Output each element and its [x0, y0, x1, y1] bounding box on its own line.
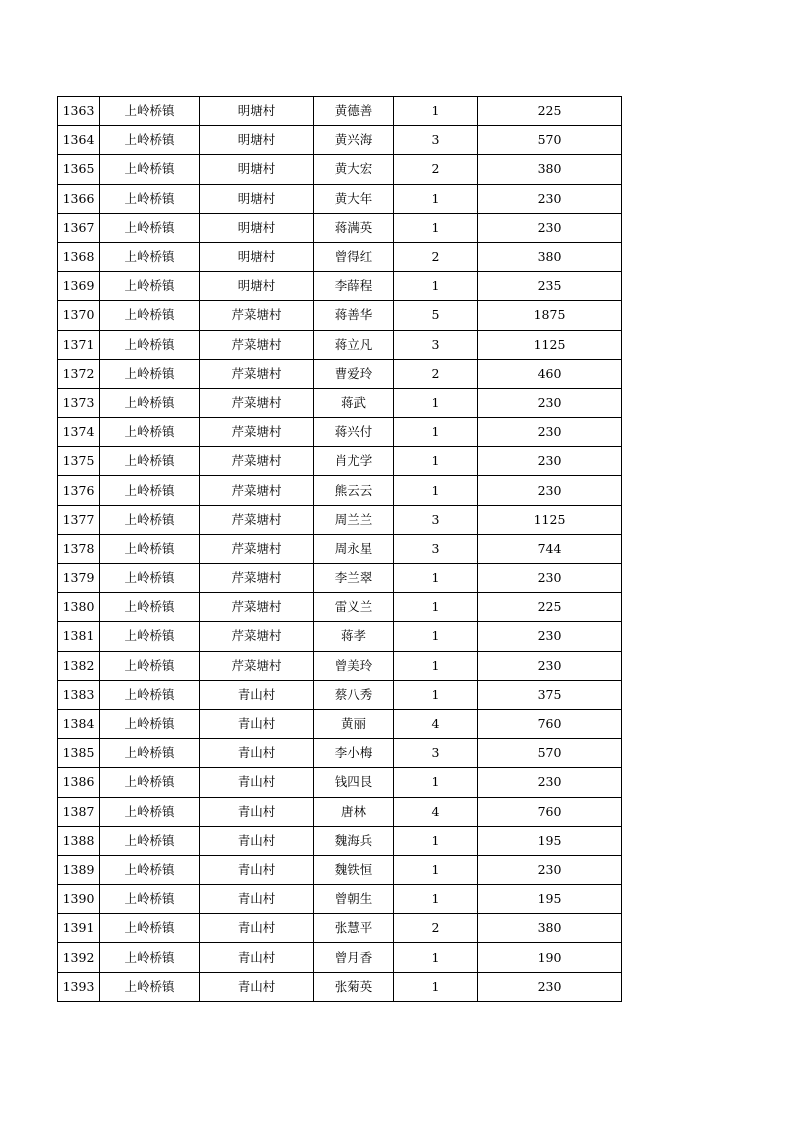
village-cell: 青山村 — [200, 797, 314, 826]
name-cell: 魏铁恒 — [314, 855, 394, 884]
name-cell: 蒋武 — [314, 388, 394, 417]
town-cell: 上岭桥镇 — [100, 184, 200, 213]
amount-cell: 230 — [478, 476, 622, 505]
name-cell: 黄丽 — [314, 709, 394, 738]
amount-cell: 195 — [478, 885, 622, 914]
town-cell: 上岭桥镇 — [100, 564, 200, 593]
table-row — [58, 505, 622, 534]
name-cell: 周兰兰 — [314, 505, 394, 534]
table-row — [58, 534, 622, 563]
village-cell: 明塘村 — [200, 155, 314, 184]
serial-number-cell: 1388 — [58, 826, 100, 855]
town-cell: 上岭桥镇 — [100, 476, 200, 505]
serial-number-cell: 1366 — [58, 184, 100, 213]
amount-cell: 230 — [478, 418, 622, 447]
serial-number-cell: 1383 — [58, 680, 100, 709]
town-cell: 上岭桥镇 — [100, 943, 200, 972]
amount-cell: 230 — [478, 213, 622, 242]
town-cell: 上岭桥镇 — [100, 593, 200, 622]
roster-table-body — [58, 97, 622, 1002]
name-cell: 李小梅 — [314, 739, 394, 768]
name-cell: 张慧平 — [314, 914, 394, 943]
serial-number-cell: 1373 — [58, 388, 100, 417]
name-cell: 黄大年 — [314, 184, 394, 213]
town-cell: 上岭桥镇 — [100, 97, 200, 126]
table-row — [58, 126, 622, 155]
village-cell: 明塘村 — [200, 242, 314, 271]
table-row — [58, 651, 622, 680]
serial-number-cell: 1375 — [58, 447, 100, 476]
serial-number-cell: 1378 — [58, 534, 100, 563]
table-row — [58, 914, 622, 943]
town-cell: 上岭桥镇 — [100, 826, 200, 855]
village-cell: 青山村 — [200, 855, 314, 884]
name-cell: 周永星 — [314, 534, 394, 563]
amount-cell: 230 — [478, 768, 622, 797]
amount-cell: 760 — [478, 709, 622, 738]
village-cell: 芹菜塘村 — [200, 418, 314, 447]
household-count-cell: 1 — [394, 622, 478, 651]
table-row — [58, 447, 622, 476]
village-cell: 明塘村 — [200, 213, 314, 242]
serial-number-cell: 1390 — [58, 885, 100, 914]
name-cell: 李薛程 — [314, 272, 394, 301]
table-row — [58, 330, 622, 359]
household-count-cell: 2 — [394, 914, 478, 943]
table-row — [58, 972, 622, 1001]
table-row — [58, 885, 622, 914]
name-cell: 蒋立凡 — [314, 330, 394, 359]
amount-cell: 1125 — [478, 505, 622, 534]
name-cell: 魏海兵 — [314, 826, 394, 855]
amount-cell: 230 — [478, 447, 622, 476]
town-cell: 上岭桥镇 — [100, 622, 200, 651]
household-count-cell: 1 — [394, 388, 478, 417]
household-count-cell: 3 — [394, 126, 478, 155]
amount-cell: 460 — [478, 359, 622, 388]
town-cell: 上岭桥镇 — [100, 330, 200, 359]
household-count-cell: 1 — [394, 272, 478, 301]
serial-number-cell: 1374 — [58, 418, 100, 447]
town-cell: 上岭桥镇 — [100, 739, 200, 768]
town-cell: 上岭桥镇 — [100, 505, 200, 534]
table-row — [58, 418, 622, 447]
town-cell: 上岭桥镇 — [100, 709, 200, 738]
village-cell: 芹菜塘村 — [200, 301, 314, 330]
name-cell: 熊云云 — [314, 476, 394, 505]
amount-cell: 230 — [478, 388, 622, 417]
name-cell: 肖尤学 — [314, 447, 394, 476]
household-count-cell: 1 — [394, 97, 478, 126]
serial-number-cell: 1384 — [58, 709, 100, 738]
village-cell: 青山村 — [200, 885, 314, 914]
serial-number-cell: 1365 — [58, 155, 100, 184]
serial-number-cell: 1367 — [58, 213, 100, 242]
amount-cell: 380 — [478, 155, 622, 184]
amount-cell: 1125 — [478, 330, 622, 359]
table-row — [58, 855, 622, 884]
town-cell: 上岭桥镇 — [100, 155, 200, 184]
table-row — [58, 272, 622, 301]
name-cell: 曾月香 — [314, 943, 394, 972]
village-cell: 芹菜塘村 — [200, 534, 314, 563]
household-count-cell: 1 — [394, 972, 478, 1001]
name-cell: 曾美玲 — [314, 651, 394, 680]
table-row — [58, 593, 622, 622]
serial-number-cell: 1392 — [58, 943, 100, 972]
amount-cell: 570 — [478, 126, 622, 155]
household-count-cell: 1 — [394, 213, 478, 242]
household-count-cell: 1 — [394, 564, 478, 593]
town-cell: 上岭桥镇 — [100, 213, 200, 242]
table-row — [58, 943, 622, 972]
name-cell: 黄兴海 — [314, 126, 394, 155]
town-cell: 上岭桥镇 — [100, 680, 200, 709]
village-cell: 芹菜塘村 — [200, 447, 314, 476]
table-row — [58, 680, 622, 709]
name-cell: 黄德善 — [314, 97, 394, 126]
amount-cell: 1875 — [478, 301, 622, 330]
household-count-cell: 3 — [394, 505, 478, 534]
town-cell: 上岭桥镇 — [100, 242, 200, 271]
village-cell: 明塘村 — [200, 272, 314, 301]
village-cell: 芹菜塘村 — [200, 564, 314, 593]
amount-cell: 744 — [478, 534, 622, 563]
amount-cell: 760 — [478, 797, 622, 826]
table-row — [58, 768, 622, 797]
table-row — [58, 359, 622, 388]
name-cell: 黄大宏 — [314, 155, 394, 184]
table-row — [58, 564, 622, 593]
amount-cell: 225 — [478, 593, 622, 622]
name-cell: 曹爱玲 — [314, 359, 394, 388]
village-cell: 青山村 — [200, 914, 314, 943]
amount-cell: 375 — [478, 680, 622, 709]
serial-number-cell: 1387 — [58, 797, 100, 826]
name-cell: 张菊英 — [314, 972, 394, 1001]
town-cell: 上岭桥镇 — [100, 272, 200, 301]
amount-cell: 190 — [478, 943, 622, 972]
household-count-cell: 2 — [394, 242, 478, 271]
table-row — [58, 301, 622, 330]
village-cell: 青山村 — [200, 943, 314, 972]
household-count-cell: 1 — [394, 680, 478, 709]
amount-cell: 230 — [478, 622, 622, 651]
village-cell: 芹菜塘村 — [200, 359, 314, 388]
serial-number-cell: 1389 — [58, 855, 100, 884]
household-count-cell: 4 — [394, 709, 478, 738]
table-row — [58, 826, 622, 855]
household-count-cell: 1 — [394, 447, 478, 476]
serial-number-cell: 1381 — [58, 622, 100, 651]
table-row — [58, 739, 622, 768]
name-cell: 蒋满英 — [314, 213, 394, 242]
household-count-cell: 3 — [394, 330, 478, 359]
amount-cell: 230 — [478, 184, 622, 213]
amount-cell: 230 — [478, 972, 622, 1001]
household-count-cell: 1 — [394, 184, 478, 213]
household-count-cell: 1 — [394, 943, 478, 972]
serial-number-cell: 1372 — [58, 359, 100, 388]
amount-cell: 235 — [478, 272, 622, 301]
village-cell: 青山村 — [200, 739, 314, 768]
village-cell: 芹菜塘村 — [200, 388, 314, 417]
household-count-cell: 1 — [394, 885, 478, 914]
town-cell: 上岭桥镇 — [100, 301, 200, 330]
village-cell: 芹菜塘村 — [200, 622, 314, 651]
roster-table — [57, 96, 622, 1002]
name-cell: 蒋兴付 — [314, 418, 394, 447]
table-row — [58, 242, 622, 271]
household-count-cell: 1 — [394, 768, 478, 797]
household-count-cell: 4 — [394, 797, 478, 826]
table-row — [58, 709, 622, 738]
amount-cell: 230 — [478, 855, 622, 884]
serial-number-cell: 1371 — [58, 330, 100, 359]
town-cell: 上岭桥镇 — [100, 651, 200, 680]
town-cell: 上岭桥镇 — [100, 797, 200, 826]
name-cell: 钱四艮 — [314, 768, 394, 797]
name-cell: 唐林 — [314, 797, 394, 826]
name-cell: 曾朝生 — [314, 885, 394, 914]
serial-number-cell: 1393 — [58, 972, 100, 1001]
table-row — [58, 476, 622, 505]
table-row — [58, 184, 622, 213]
serial-number-cell: 1391 — [58, 914, 100, 943]
household-count-cell: 1 — [394, 826, 478, 855]
amount-cell: 380 — [478, 242, 622, 271]
table-row — [58, 622, 622, 651]
village-cell: 青山村 — [200, 826, 314, 855]
town-cell: 上岭桥镇 — [100, 388, 200, 417]
name-cell: 雷义兰 — [314, 593, 394, 622]
serial-number-cell: 1369 — [58, 272, 100, 301]
serial-number-cell: 1364 — [58, 126, 100, 155]
town-cell: 上岭桥镇 — [100, 914, 200, 943]
village-cell: 明塘村 — [200, 126, 314, 155]
name-cell: 蒋孝 — [314, 622, 394, 651]
name-cell: 蒋善华 — [314, 301, 394, 330]
table-row — [58, 213, 622, 242]
town-cell: 上岭桥镇 — [100, 447, 200, 476]
household-count-cell: 1 — [394, 855, 478, 884]
serial-number-cell: 1377 — [58, 505, 100, 534]
household-count-cell: 2 — [394, 359, 478, 388]
serial-number-cell: 1379 — [58, 564, 100, 593]
serial-number-cell: 1370 — [58, 301, 100, 330]
serial-number-cell: 1382 — [58, 651, 100, 680]
town-cell: 上岭桥镇 — [100, 768, 200, 797]
town-cell: 上岭桥镇 — [100, 972, 200, 1001]
name-cell: 蔡八秀 — [314, 680, 394, 709]
town-cell: 上岭桥镇 — [100, 855, 200, 884]
amount-cell: 195 — [478, 826, 622, 855]
table-row — [58, 797, 622, 826]
village-cell: 青山村 — [200, 709, 314, 738]
household-count-cell: 1 — [394, 593, 478, 622]
village-cell: 青山村 — [200, 972, 314, 1001]
table-row — [58, 388, 622, 417]
serial-number-cell: 1376 — [58, 476, 100, 505]
village-cell: 芹菜塘村 — [200, 593, 314, 622]
household-count-cell: 1 — [394, 418, 478, 447]
village-cell: 明塘村 — [200, 97, 314, 126]
town-cell: 上岭桥镇 — [100, 359, 200, 388]
household-count-cell: 1 — [394, 651, 478, 680]
amount-cell: 230 — [478, 564, 622, 593]
village-cell: 芹菜塘村 — [200, 651, 314, 680]
village-cell: 青山村 — [200, 768, 314, 797]
village-cell: 青山村 — [200, 680, 314, 709]
village-cell: 芹菜塘村 — [200, 330, 314, 359]
town-cell: 上岭桥镇 — [100, 126, 200, 155]
village-cell: 芹菜塘村 — [200, 476, 314, 505]
serial-number-cell: 1380 — [58, 593, 100, 622]
village-cell: 明塘村 — [200, 184, 314, 213]
amount-cell: 570 — [478, 739, 622, 768]
household-count-cell: 3 — [394, 739, 478, 768]
amount-cell: 380 — [478, 914, 622, 943]
town-cell: 上岭桥镇 — [100, 418, 200, 447]
serial-number-cell: 1386 — [58, 768, 100, 797]
amount-cell: 230 — [478, 651, 622, 680]
amount-cell: 225 — [478, 97, 622, 126]
table-row — [58, 155, 622, 184]
name-cell: 曾得红 — [314, 242, 394, 271]
serial-number-cell: 1363 — [58, 97, 100, 126]
town-cell: 上岭桥镇 — [100, 534, 200, 563]
serial-number-cell: 1385 — [58, 739, 100, 768]
name-cell: 李兰翠 — [314, 564, 394, 593]
household-count-cell: 2 — [394, 155, 478, 184]
table-row — [58, 97, 622, 126]
household-count-cell: 1 — [394, 476, 478, 505]
household-count-cell: 3 — [394, 534, 478, 563]
household-count-cell: 5 — [394, 301, 478, 330]
town-cell: 上岭桥镇 — [100, 885, 200, 914]
serial-number-cell: 1368 — [58, 242, 100, 271]
village-cell: 芹菜塘村 — [200, 505, 314, 534]
